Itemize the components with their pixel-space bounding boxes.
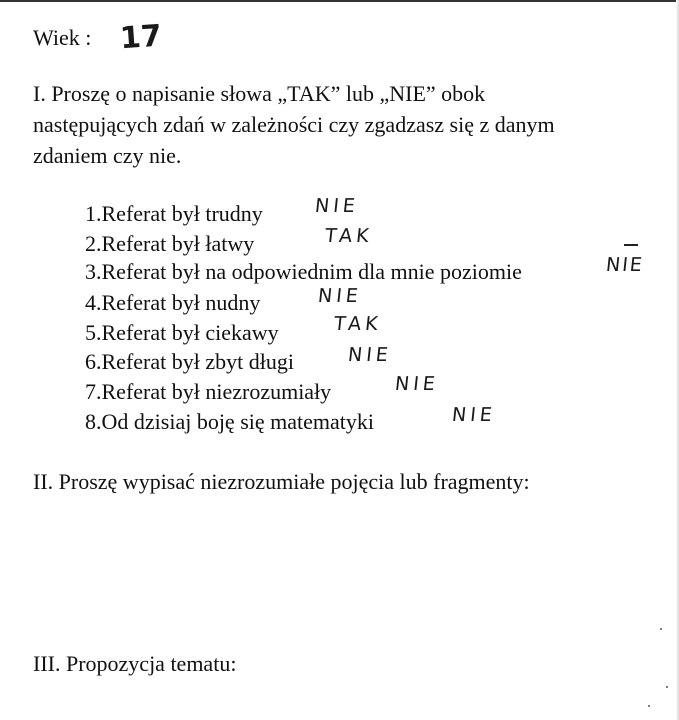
age-handwritten-value: 17 — [118, 18, 163, 57]
scan-speck — [660, 628, 662, 630]
statement-item: 6.Referat był zbyt długi — [85, 349, 294, 374]
statement-item: 2.Referat był łatwy — [85, 231, 255, 256]
section-2-heading: II. Proszę wypisać niezrozumiałe pojęcia lub fragmenty: — [33, 469, 530, 494]
handwritten-answer: NIE — [604, 254, 645, 276]
instruction-line: I. Proszę o napisanie słowa „TAK” lub „NIE” obok — [33, 81, 486, 106]
statement-item: 7.Referat był niezrozumiały — [85, 379, 332, 404]
handwritten-answer: TAK — [332, 313, 383, 335]
pen-mark — [624, 244, 638, 246]
scan-speck — [666, 686, 668, 688]
section-3-heading: III. Propozycja tematu: — [33, 651, 237, 676]
instruction-line: zdaniem czy nie. — [33, 143, 182, 168]
statement-item: 1.Referat był trudny — [85, 201, 263, 226]
handwritten-answer: NIE — [346, 344, 393, 366]
statement-item: 8.Od dzisiaj boję się matematyki — [85, 409, 374, 434]
scan-speck — [648, 705, 650, 707]
handwritten-answer: NIE — [393, 373, 440, 395]
age-label: Wiek : — [33, 25, 92, 50]
handwritten-answer: NIE — [313, 195, 360, 217]
statement-item: 3.Referat był na odpowiednim dla mnie poziomie — [85, 259, 522, 284]
instruction-line: następujących zdań w zależności czy zgadzasz się z danym — [33, 112, 555, 137]
statement-item: 4.Referat był nudny — [85, 290, 261, 315]
handwritten-answer: TAK — [323, 225, 374, 247]
handwritten-answer: NIE — [450, 404, 497, 426]
top-border-line — [0, 0, 679, 2]
statement-item: 5.Referat był ciekawy — [85, 320, 279, 345]
handwritten-answer: NIE — [316, 285, 363, 307]
